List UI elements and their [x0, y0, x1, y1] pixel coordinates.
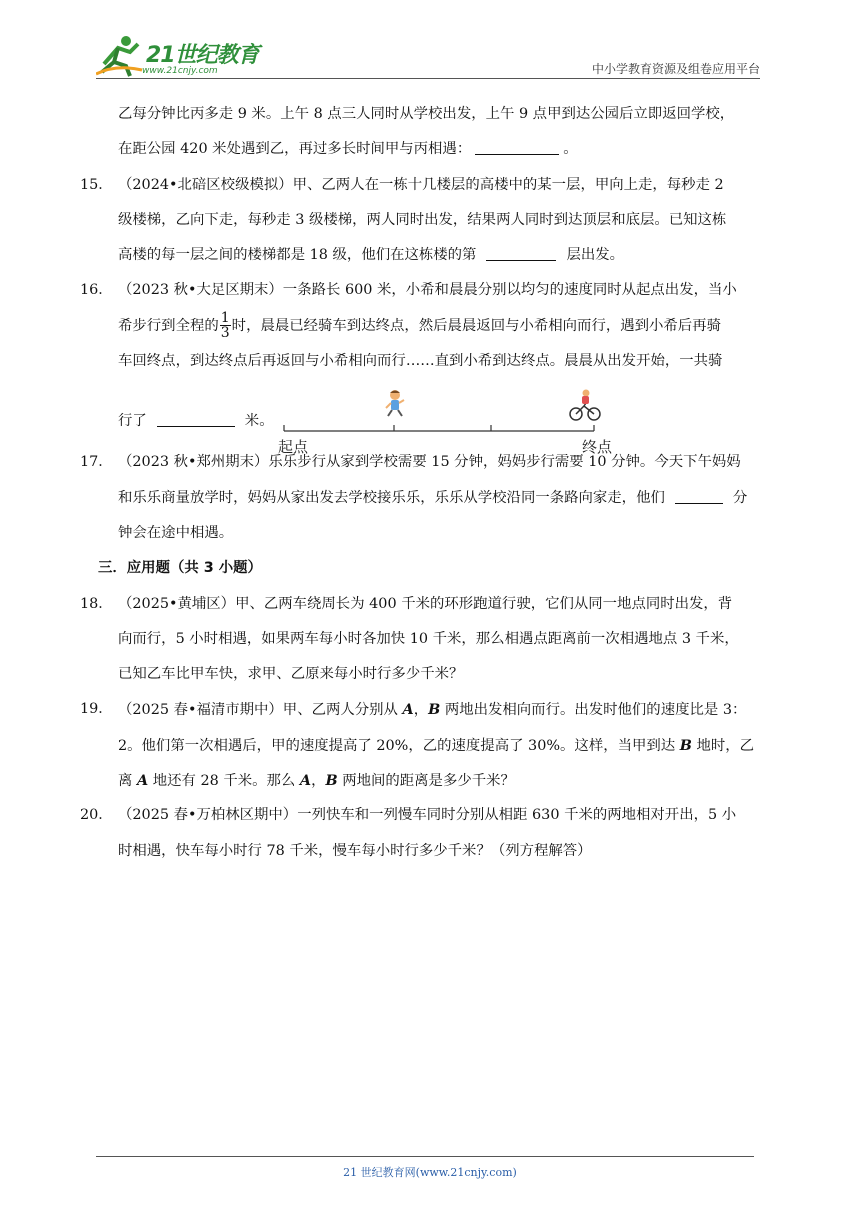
question-number-17: 17．	[80, 454, 113, 471]
q19-line3-b: 地还有 28 千米。那么	[148, 773, 300, 790]
header-divider	[96, 78, 760, 79]
q15-line3	[118, 238, 762, 273]
q15-line3-end: 层出发。	[566, 247, 625, 264]
q16-line1	[80, 273, 762, 308]
point-a: A	[402, 701, 414, 719]
point-a: A	[136, 772, 149, 790]
q19-line2-b: 地时，乙	[691, 737, 755, 754]
start-label: 起点	[278, 438, 309, 456]
q14-line2	[118, 132, 762, 167]
q18-line1	[80, 587, 762, 622]
q15-line1-text: （2024•北碚区校级模拟）甲、乙两人在一栋十几楼层的高楼中的某一层，甲向上走，每秒走 2	[118, 176, 724, 193]
q19-line1	[80, 692, 762, 727]
q16-line2-b: 时，晨晨已经骑车到达终点，然后晨晨返回与小希相向而行，遇到小希后再骑	[231, 317, 721, 334]
end-label: 终点	[582, 438, 612, 456]
q18-line1-text: （2025•黄埔区）甲、乙两车绕周长为 400 千米的环形跑道行驶，它们从同一地点同时出发，背	[118, 595, 733, 612]
page-header	[96, 34, 760, 78]
point-b: B	[679, 736, 692, 754]
q19-line2-a: 2。他们第一次相遇后，甲的速度提高了 20%，乙的速度提高了 30%。这样，当甲到达	[118, 737, 680, 754]
point-b: B	[428, 701, 441, 719]
q17-line2-a: 和乐乐商量放学时，妈妈从家出发去学校接乐乐，乐乐从学校沿同一条路向家走，他们	[118, 489, 665, 506]
question-number-20: 20．	[80, 807, 113, 824]
footer-divider	[96, 1156, 754, 1157]
q14-line2-text: 在距公园 420 米处遇到乙，再过多长时间甲与丙相遇：	[118, 141, 472, 158]
q19-line1-b: ，	[413, 702, 429, 719]
q19-line2	[118, 728, 762, 763]
q19-line3	[118, 763, 762, 798]
logo	[96, 34, 266, 78]
point-a: A	[299, 772, 312, 790]
q15-line2: 级楼梯，乙向下走，每秒走 3 级楼梯，两人同时出发，结果两人同时到达顶层和底层。已知这栋	[118, 211, 727, 228]
question-number-18: 18．	[80, 595, 113, 612]
question-content	[80, 97, 762, 869]
answer-blank-14[interactable]	[475, 138, 559, 155]
logo-text: 21世纪教育	[146, 43, 259, 68]
q17-line1-text: （2023 秋•郑州期末）乐乐步行从家到学校需要 15 分钟，妈妈步行需要 10 分钟。今天下午妈妈	[118, 454, 741, 471]
question-number-19: 19．	[80, 701, 113, 718]
logo-url: www.21cnjy.com	[142, 66, 218, 76]
section-heading: 三．应用题（共 3 小题）	[98, 560, 262, 577]
cyclist-icon	[570, 390, 600, 421]
q19-line3-a: 离	[118, 773, 137, 790]
q16-line2-a: 希步行到全程的	[118, 317, 219, 334]
question-number-16: 16．	[80, 282, 113, 299]
q19-line3-d: 两地间的距离是多少千米？	[337, 773, 515, 790]
question-number-15: 15．	[80, 176, 113, 193]
q14-line1: 乙每分钟比丙多走 9 米。上午 8 点三人同时从学校出发，上午 9 点甲到达公园后立即返回学校，	[118, 106, 735, 122]
q17-line3: 钟会在途中相遇。	[118, 524, 234, 541]
q14-line2-end: 。	[563, 141, 578, 158]
answer-blank-15[interactable]	[486, 244, 556, 261]
route-diagram	[276, 386, 612, 458]
q18-line2: 向而行，5 小时相遇，如果两车每小时各加快 10 千米，那么相遇点距离前一次相遇地点 3 千米，	[118, 630, 739, 647]
answer-blank-16[interactable]	[157, 411, 235, 428]
q17-line2	[118, 481, 762, 516]
q19-line1-a: （2025 春•福清市期中）甲、乙两人分别从	[118, 702, 403, 719]
answer-blank-17[interactable]	[675, 487, 723, 504]
fraction-numerator: 1	[220, 310, 230, 327]
point-b: B	[325, 772, 338, 790]
page-footer: 21 世纪教育网(www.21cnjy.com)	[343, 1166, 517, 1179]
q16-line4-a: 行了	[118, 413, 147, 430]
q16-line3: 车回终点，到达终点后再返回与小希相向而行……直到小希到达终点。晨晨从出发开始，一共骑	[118, 353, 723, 370]
q16-line1-text: （2023 秋•大足区期末）一条路长 600 米，小希和晨晨分别以均匀的速度同时从起点出发，当小	[118, 282, 737, 299]
q18-line3: 已知乙车比甲车快，求甲、乙原来每小时行多少千米？	[118, 666, 464, 683]
runner-logo-icon	[96, 34, 144, 78]
q17-line2-b: 分	[732, 489, 748, 506]
q15-line3-text: 高楼的每一层之间的楼梯都是 18 级，他们在这栋楼的第	[118, 247, 477, 264]
q20-line2: 时相遇，快车每小时行 78 千米，慢车每小时行多少千米？（列方程解答）	[118, 842, 592, 859]
q15-line1	[80, 168, 762, 203]
runner-icon	[386, 390, 404, 416]
q20-line1-text: （2025 春•万柏林区期中）一列快车和一列慢车同时分别从相距 630 千米的两地相对开出，5 小	[118, 807, 737, 824]
route-figure	[276, 386, 612, 458]
q16-line2	[118, 309, 762, 344]
q20-line1	[80, 798, 762, 833]
q19-line1-c: 两地出发相向而行。出发时他们的速度比是 3：	[440, 702, 747, 719]
q19-line3-c: ，	[311, 773, 326, 790]
platform-name: 中小学教育资源及组卷应用平台	[591, 62, 760, 76]
q16-line4-b: 米。	[244, 413, 274, 430]
fraction-denominator: 3	[220, 325, 230, 342]
fraction-one-third	[220, 311, 231, 340]
